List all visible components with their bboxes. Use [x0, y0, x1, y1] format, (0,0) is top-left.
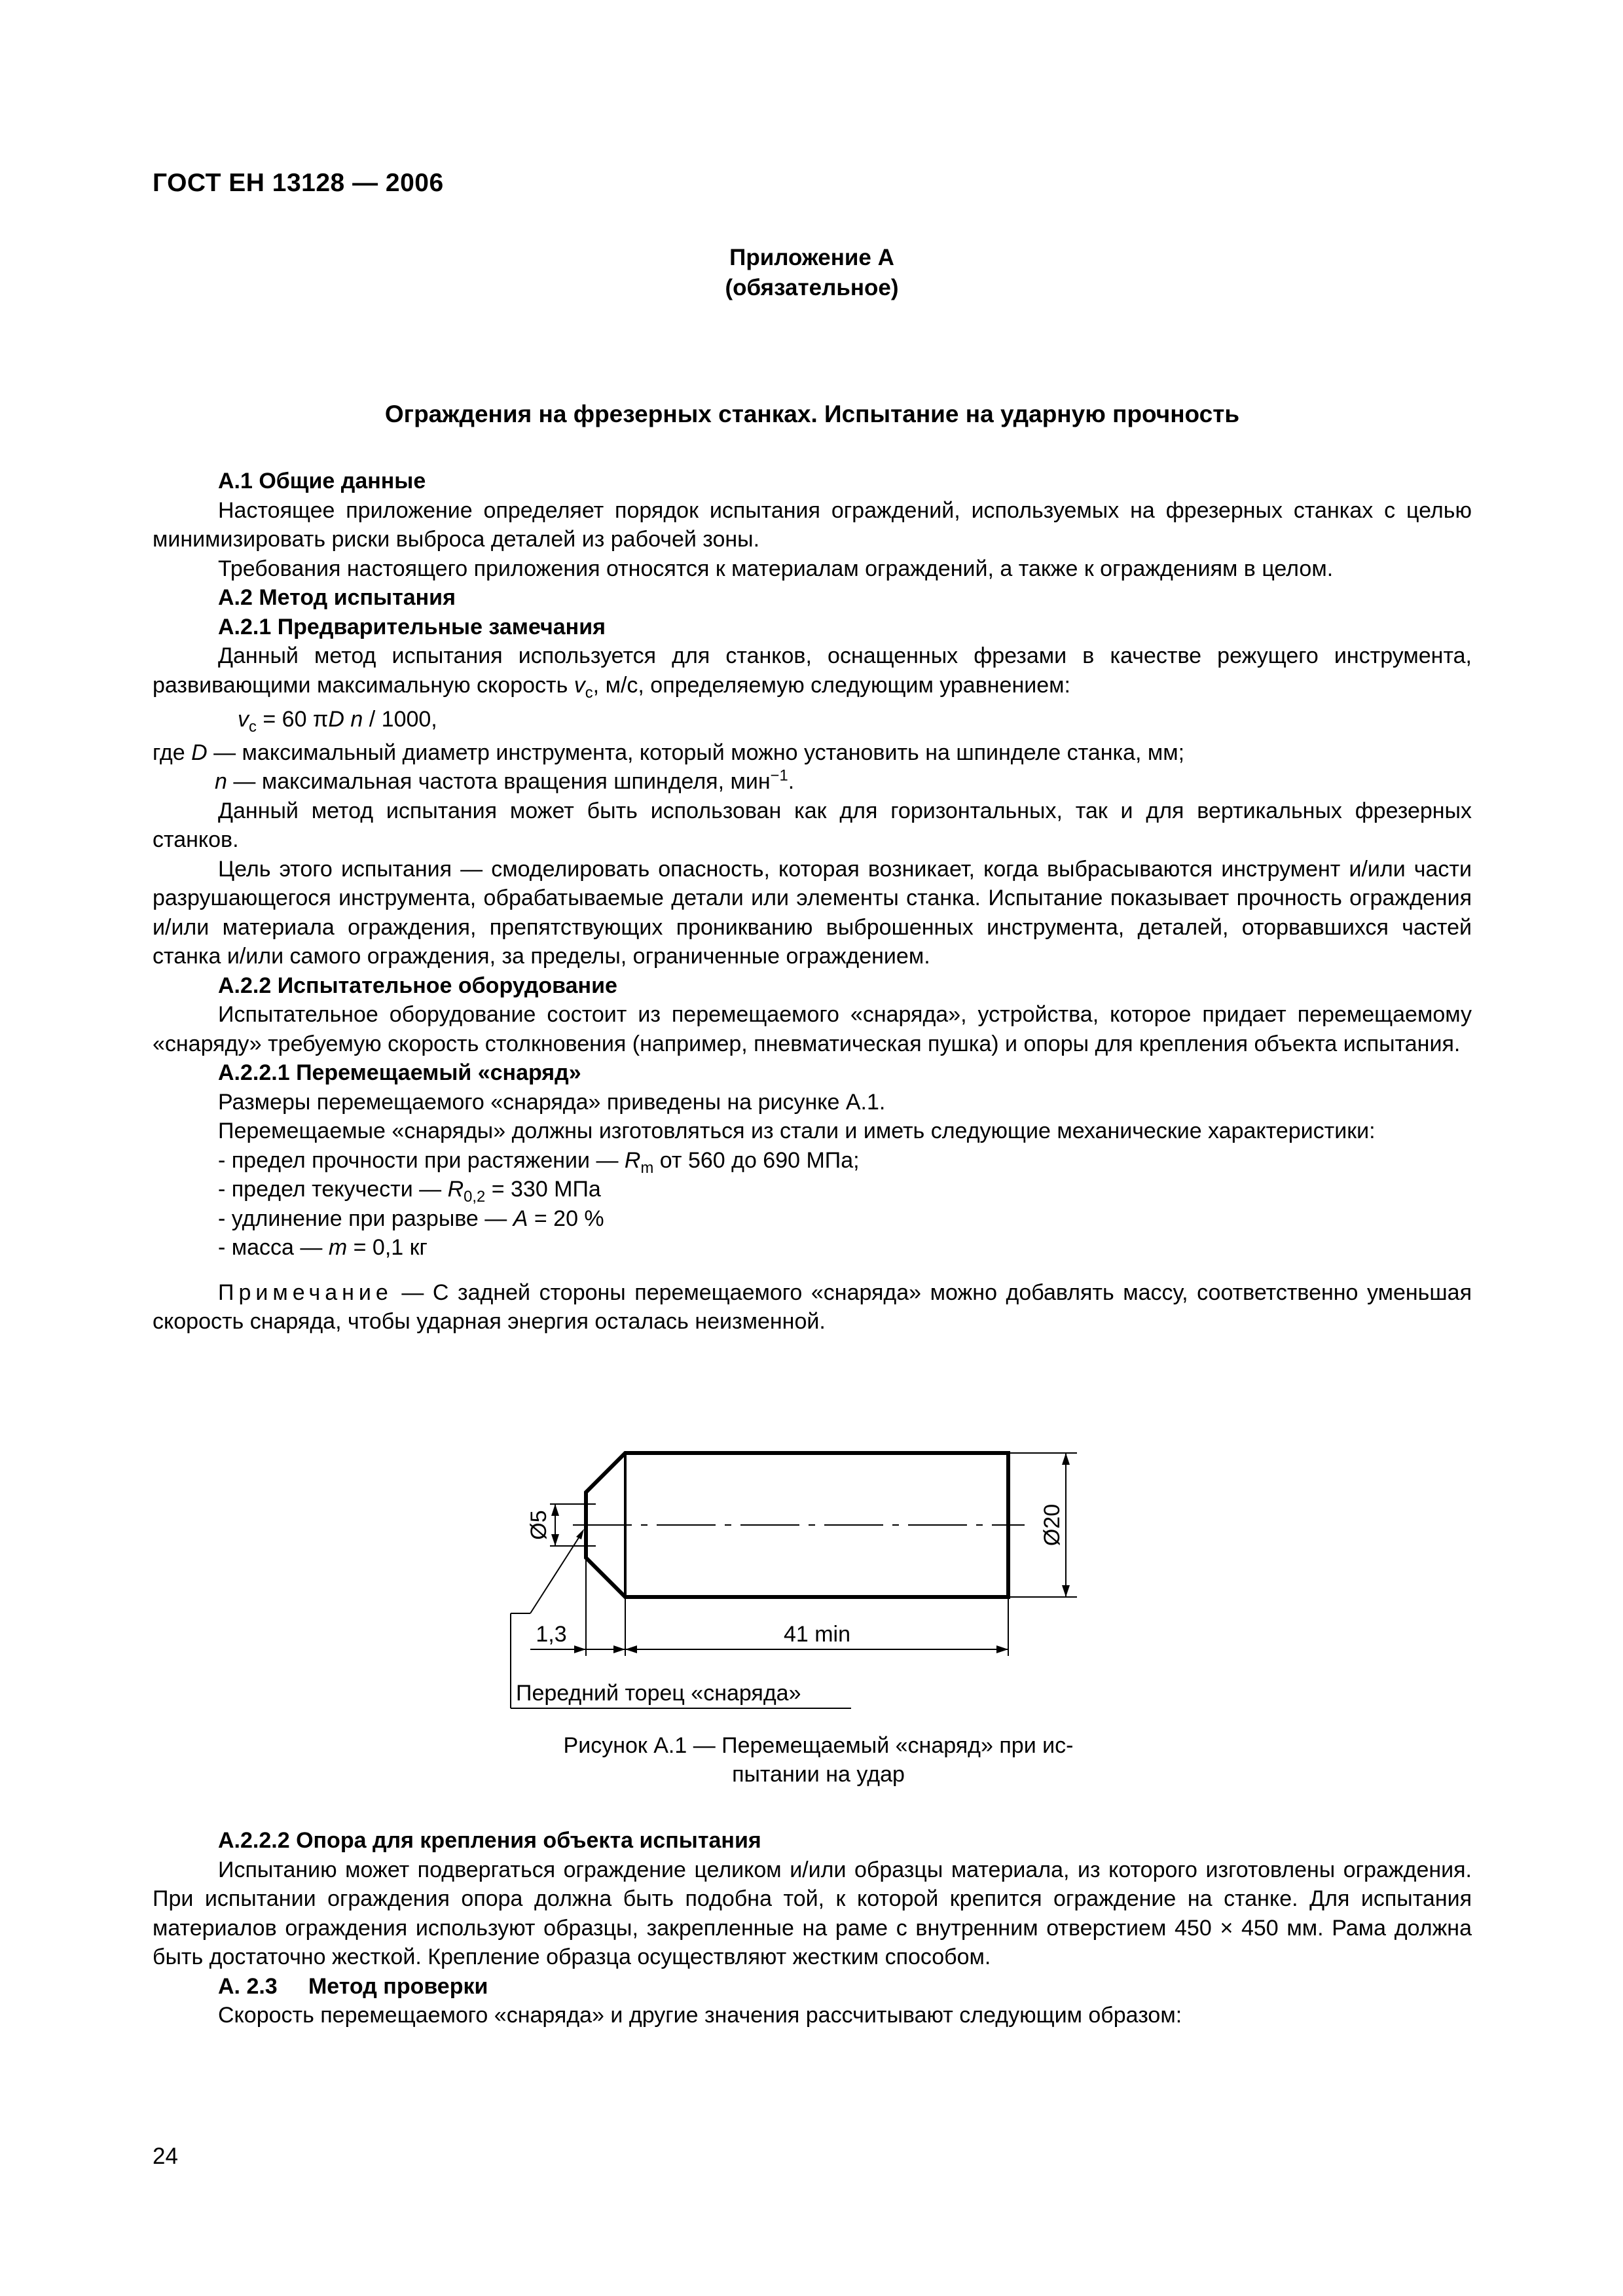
- text-run: , м/с, определяемую следующим уравнением:: [593, 672, 1070, 698]
- text-run: - предел текучести —: [218, 1177, 448, 1202]
- arrow-len-left: [625, 1645, 637, 1653]
- where-var-D: D: [191, 740, 208, 765]
- dim-d20-label: Ø20: [1040, 1503, 1065, 1547]
- dim-d5-label: Ø5: [526, 1510, 551, 1540]
- paragraph-a21-3: Цель этого испытания — смоделировать опасность, которая возникает, когда выбрасываются инструмент и/или части разрушающегося инструмента, обрабатываемые детали или элементы станка. Испытание показывает прочность ограждения и/или материала ограждения, препятствующих проникванию выброшенных инструмента, деталей, оторвавшихся частей станка и/или самого ограждения, за пределы, ограниченные ограждением.: [153, 856, 1472, 969]
- figure-caption-line-2: пытании на удар: [732, 1762, 905, 1787]
- arrow-chamfer-left: [574, 1645, 586, 1653]
- text-run: — максимальный диаметр инструмента, который можно установить на шпинделе станка, мм;: [207, 740, 1185, 765]
- annex-body-bottom: [153, 1826, 1472, 2030]
- arrow-leader: [576, 1529, 584, 1539]
- paragraph-a23-1: Скорость перемещаемого «снаряда» и другие значения рассчитывают следующим образом:: [218, 2003, 1182, 2028]
- text-run: = 20 %: [528, 1206, 604, 1231]
- formula-var-n: n: [350, 707, 363, 732]
- property-item-yield: [153, 1175, 1472, 1204]
- page-number: 24: [153, 2144, 178, 2169]
- formula-var-D: D: [328, 707, 344, 732]
- paragraph-a22-1: Испытательное оборудование состоит из перемещаемого «снаряда», устройства, которое придает перемещаемому «снаряду» требуемую скорость столкновения (например, пневматическая пушка) и опоры для крепления объекта испытания.: [153, 1002, 1472, 1056]
- leader-arrow: [530, 1532, 583, 1613]
- variable: R: [447, 1177, 464, 1202]
- arrow-len-right: [996, 1645, 1008, 1653]
- arrow-d5-bottom: [551, 1534, 559, 1546]
- section-heading-a23: А. 2.3 Метод проверки: [218, 1973, 488, 1999]
- subscript: 0,2: [464, 1187, 486, 1206]
- section-heading-a22: А.2.2 Испытательное оборудование: [218, 973, 617, 998]
- document-header: ГОСТ ЕН 13128 — 2006: [153, 169, 444, 197]
- property-item-tensile: [153, 1146, 1472, 1175]
- annex-title: Ограждения на фрезерных станках. Испытание на ударную прочность: [384, 401, 1240, 427]
- text-run: - удлинение при разрыве —: [218, 1206, 513, 1231]
- variable: A: [513, 1206, 528, 1231]
- section-heading-a221: А.2.2.1 Перемещаемый «снаряд»: [218, 1060, 581, 1085]
- superscript-minus-1: −1: [770, 766, 788, 785]
- text-run: - масса —: [218, 1235, 329, 1260]
- text-run: Данный метод испытания используется для станков, оснащенных фрезами в качестве режущего инструмента, развивающими максимальную скорость: [153, 643, 1472, 698]
- annex-body-top: [153, 467, 1472, 1336]
- paragraph-a1-2: Требования настоящего приложения относятся к материалам ограждений, а также к ограждениям в целом.: [218, 556, 1334, 581]
- section-heading-a222: А.2.2.2 Опора для крепления объекта испытания: [218, 1828, 761, 1853]
- property-item-elongation: [153, 1204, 1472, 1234]
- section-heading-a1: А.1 Общие данные: [218, 469, 426, 493]
- formula-part: = 60 π: [256, 707, 329, 732]
- section-heading-a2: А.2 Метод испытания: [218, 585, 456, 610]
- formula-velocity: [153, 705, 1472, 734]
- subscript-c: c: [585, 683, 593, 702]
- formula-sub-c: c: [249, 717, 257, 736]
- where-var-n: n: [215, 769, 227, 794]
- dim-chamfer-label: 1,3: [536, 1622, 567, 1647]
- text-run: .: [788, 769, 795, 794]
- formula-part: / 1000,: [363, 707, 437, 732]
- paragraph-a21-1: [153, 641, 1472, 700]
- paragraph-a221-1: Размеры перемещаемого «снаряда» приведены на рисунке А.1.: [218, 1089, 886, 1115]
- variable: R: [624, 1147, 641, 1173]
- text-run: от 560 до 690 МПа;: [653, 1147, 860, 1173]
- paragraph-a21-2: Данный метод испытания может быть использован как для горизонтальных, так и для вертикальных фрезерных станков.: [153, 798, 1472, 852]
- arrow-chamfer-right: [613, 1645, 625, 1653]
- projectile-drawing: [498, 1433, 1120, 1741]
- annex-status: (обязательное): [725, 275, 899, 300]
- variable: m: [328, 1235, 348, 1260]
- dim-length-label: 41 min: [783, 1622, 851, 1647]
- subscript: m: [640, 1158, 654, 1177]
- arrow-d5-top: [551, 1504, 559, 1516]
- where-D-line: [153, 738, 1472, 768]
- front-face-label: Передний торец «снаряда»: [516, 1681, 801, 1706]
- paragraph-a222-1: Испытанию может подвергаться ограждение целиком и/или образцы материала, из которого изготовлены ограждения. При испытании ограждения опора должна быть подобна той, к которой крепится ограждение на станке. Для испытания материалов ограждения используют образцы, закрепленные на раме с внутренним отверстием 450 × 450 мм. Рама должна быть достаточно жесткой. Крепление образца осуществляют жестким способом.: [153, 1857, 1472, 1969]
- figure-caption: [491, 1731, 1146, 1789]
- note-label: Примечание: [218, 1280, 393, 1305]
- where-n-line: [153, 767, 1472, 797]
- note-paragraph: [153, 1278, 1472, 1336]
- paragraph-a221-2: Перемещаемые «снаряды» должны изготовляться из стали и иметь следующие механические характеристики:: [218, 1119, 1376, 1143]
- figure-caption-line-1: Рисунок А.1 — Перемещаемый «снаряд» при ис-: [563, 1733, 1074, 1758]
- text-run: — максимальная частота вращения шпинделя, мин: [227, 769, 771, 794]
- text-run: = 0,1 кг: [347, 1235, 428, 1260]
- note-text: — С задней стороны перемещаемого «снаряда» можно добавлять массу, соответственно уменьшая скорость снаряда, чтобы ударная энергия осталась неизменной.: [153, 1280, 1472, 1334]
- annex-label: Приложение А: [729, 245, 894, 270]
- text-run: где: [153, 740, 192, 765]
- property-item-mass: [153, 1233, 1472, 1263]
- text-run: = 330 МПа: [485, 1177, 601, 1202]
- section-heading-a21: А.2.1 Предварительные замечания: [218, 614, 606, 639]
- formula-var-v: v: [238, 707, 249, 732]
- text-run: - предел прочности при растяжении —: [218, 1147, 625, 1173]
- variable-v: v: [574, 672, 585, 698]
- arrow-d20-top: [1062, 1453, 1070, 1465]
- arrow-d20-bottom: [1062, 1585, 1070, 1597]
- paragraph-a1-1: Настоящее приложение определяет порядок испытания ограждений, используемых на фрезерных станках с целью минимизировать риски выброса деталей из рабочей зоны.: [153, 497, 1472, 552]
